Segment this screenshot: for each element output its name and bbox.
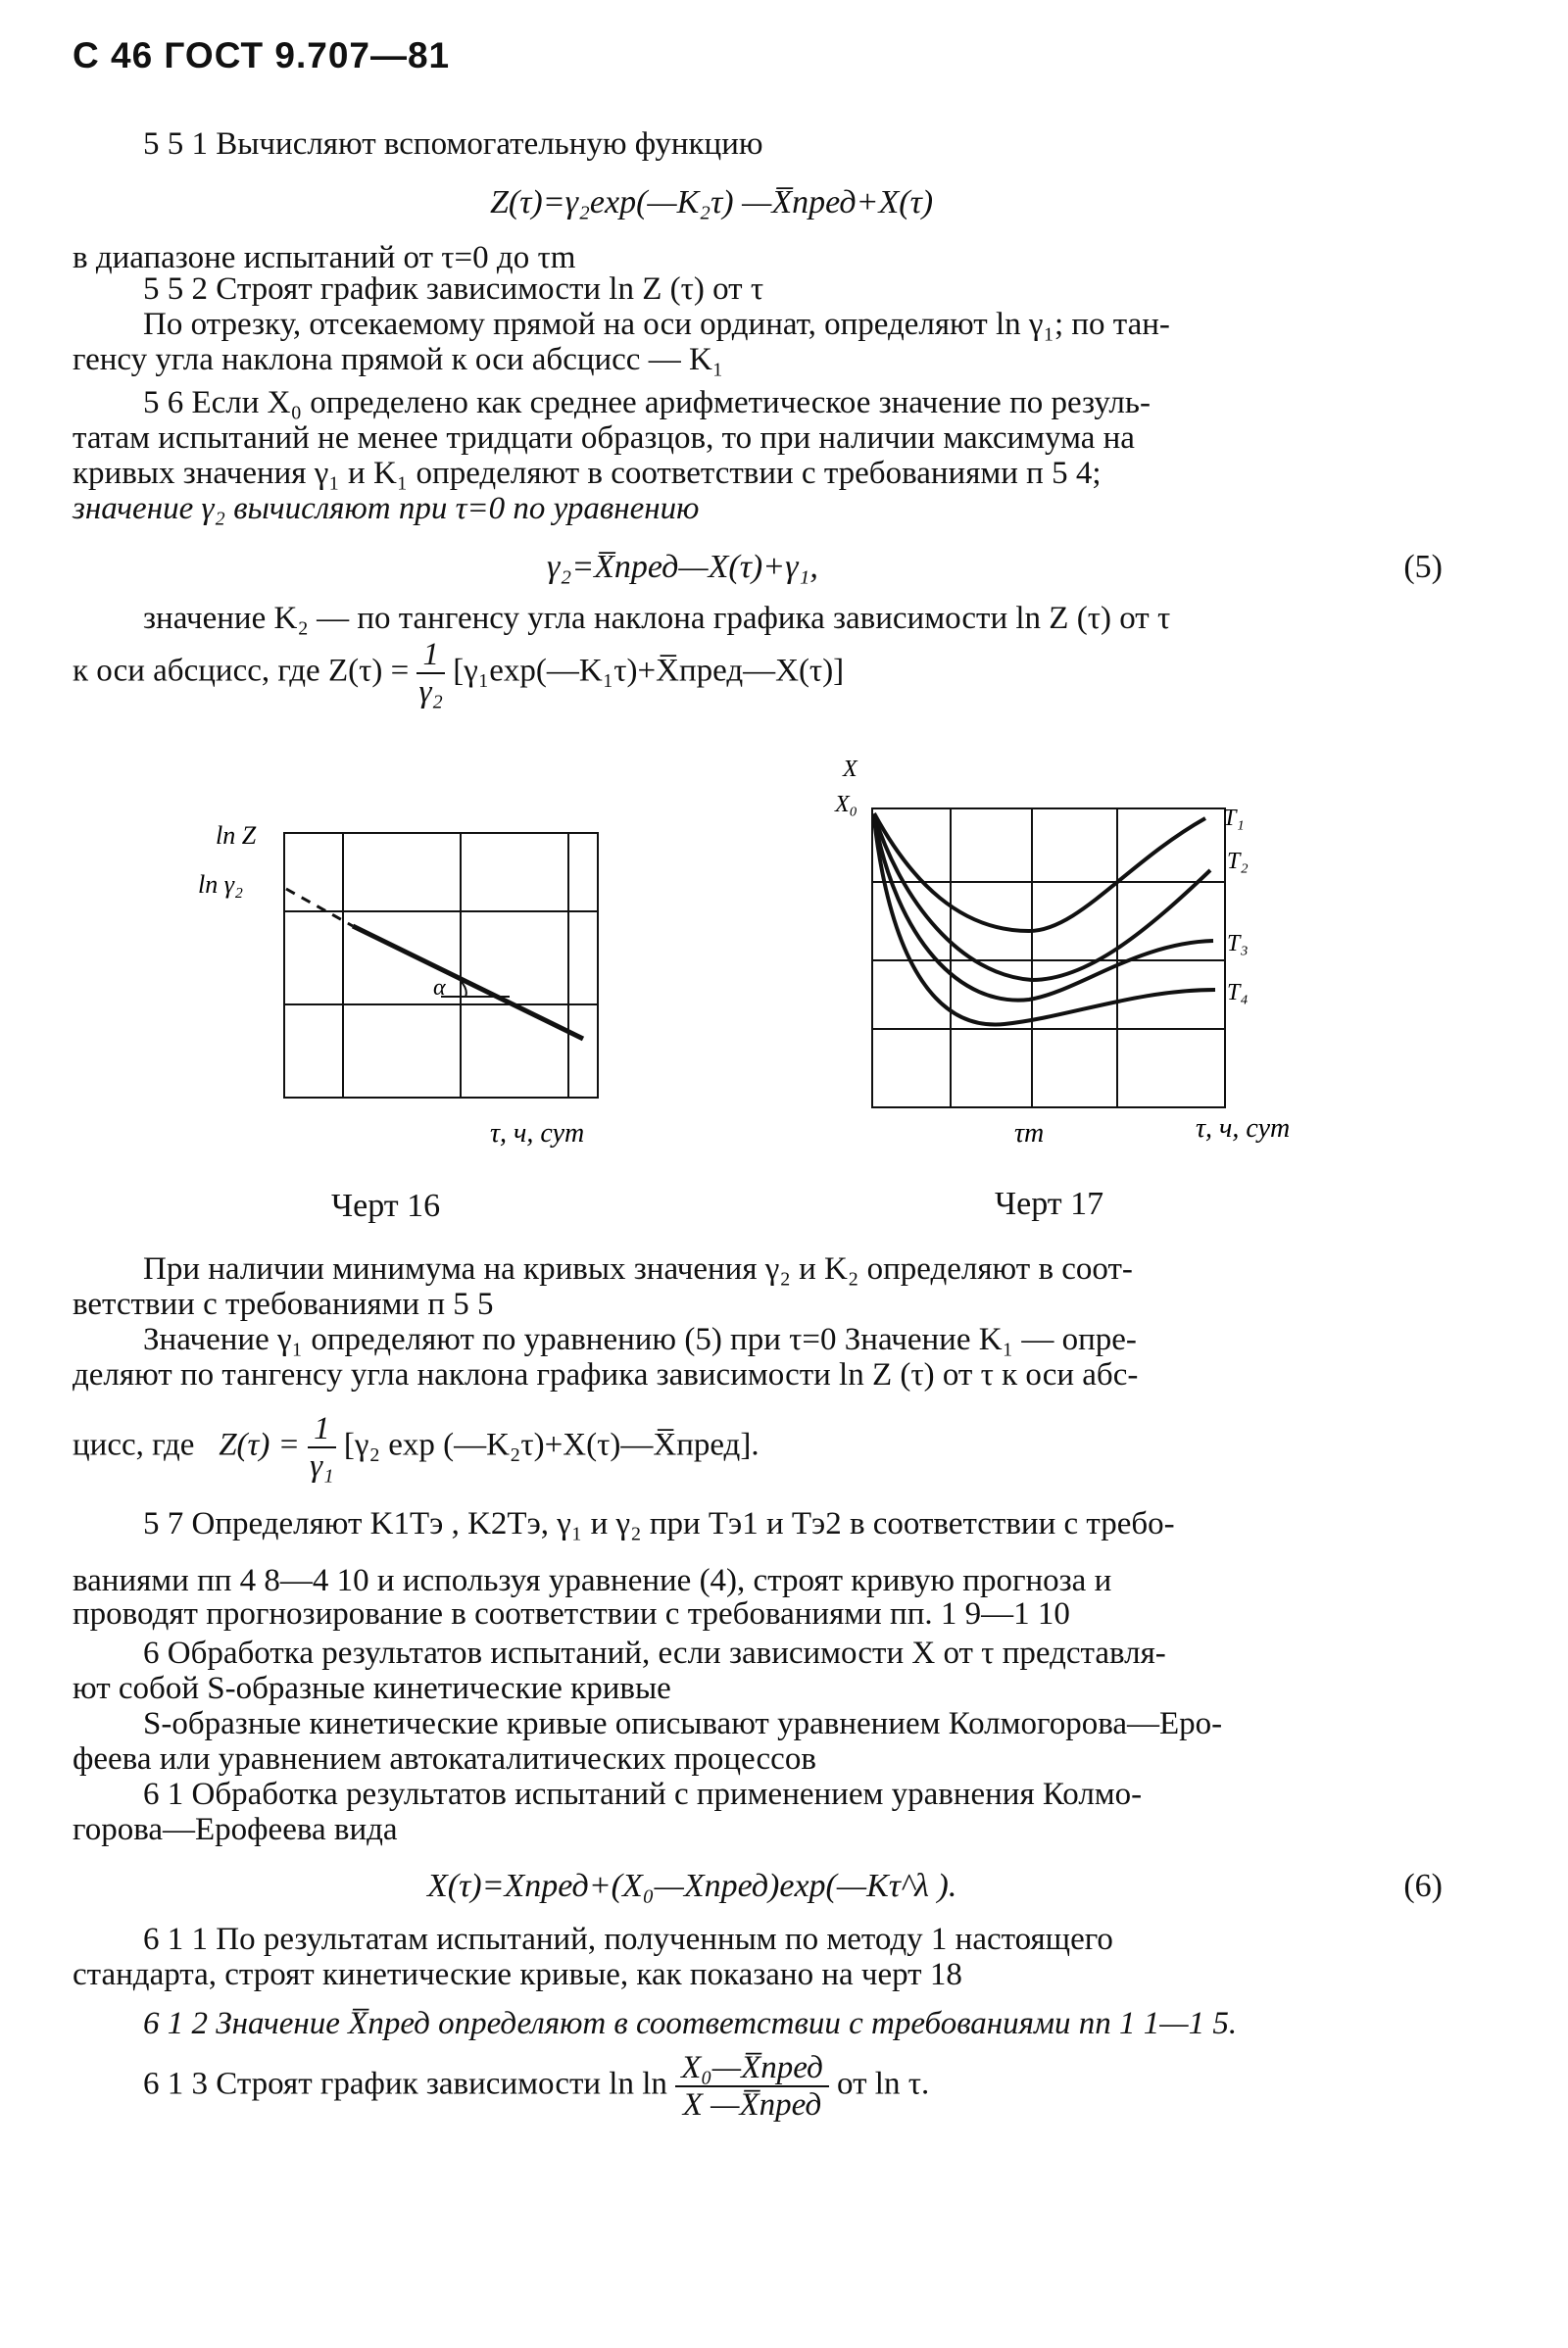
fig16-frame (284, 833, 598, 1098)
paragraph-after-line1: При наличии минимума на кривых значения γ₂ и K₂ определяют в соот- (143, 1251, 1133, 1287)
line5-suffix: [γ₂ exp (—K₂τ)+X(τ)—X̅пред]. (343, 1427, 760, 1463)
fig17-curve-label-t4: T₄ (1227, 980, 1249, 1005)
fig17-curve-label-t2: T₂ (1227, 849, 1249, 874)
paragraph-613 (143, 2050, 1515, 2123)
paragraph-551-heading: 5 5 1 Вычисляют вспомогательную функцию (143, 126, 763, 162)
paragraph-after-line4: деляют по тангенсу угла наклона графика зависимости ln Z (τ) от τ к оси абс- (73, 1357, 1139, 1393)
paragraph-after-line3: Значение γ₁ определяют по уравнению (5) при τ=0 Значение K₁ — опре- (143, 1322, 1137, 1357)
fig16-ylabel-mark: ln γ₂ (198, 870, 244, 899)
fig17-curve-t2 (874, 815, 1210, 980)
paragraph-56-line2: татам испытаний не менее тридцати образцов, то при наличии максимума на (73, 420, 1135, 456)
paragraph-552-heading: 5 5 2 Строят график зависимости ln Z (τ) от τ (143, 271, 764, 307)
paragraph-61-line1: 6 1 Обработка результатов испытаний с применением уравнения Колмо- (143, 1777, 1143, 1812)
fraction-ln-ln (675, 2050, 829, 2123)
fig16-angle-label: α (433, 975, 446, 1001)
fig16-xlabel: τ, ч, сут (490, 1118, 585, 1149)
fig16-ylabel-top: ln Z (216, 821, 257, 850)
paragraph-552-line3: генсу угла наклона прямой к оси абсцисс — K₁ (73, 342, 724, 377)
fig17-frame (872, 808, 1225, 1107)
fig17-curve-t4 (874, 819, 1215, 1025)
fig17-curve-label-t1: T₁ (1223, 806, 1245, 831)
formula-5: γ₂=X̅пред—X(τ)+γ₁, (547, 549, 818, 585)
formula-z-551: Z(τ)=γ₂exp(—K₂τ) —X̅пред+X(τ) (490, 184, 934, 220)
fig17-ylabel-mark: X₀ (835, 792, 858, 817)
formula-5-number: (5) (1403, 549, 1443, 585)
fraction-numerator: X₀—X̅пред (675, 2050, 829, 2087)
fraction-numerator: 1 (416, 637, 445, 674)
line5-prefix: цисс, где (73, 1427, 195, 1463)
paragraph-552-line2: По отрезку, отсекаемому прямой на оси ординат, определяют ln γ₁; по тан- (143, 307, 1170, 342)
fraction-1-over-gamma1 (308, 1411, 336, 1484)
paragraph-612: 6 1 2 Значение X̅пред определяют в соответствии с требованиями пп 1 1—1 5. (143, 2006, 1238, 2041)
paragraph-57-line1: 5 7 Определяют K1Tэ , K2Tэ, γ₁ и γ₂ при Tэ1 и Tэ2 в соответствии с требо- (143, 1506, 1175, 1541)
figure-16 (196, 799, 657, 1161)
paragraph-6-line2: ют собой S-образные кинетические кривые (73, 1671, 671, 1706)
fig17-curve-label-t3: T₃ (1227, 931, 1249, 956)
paragraph-6-line1: 6 Обработка результатов испытаний, если зависимости X от τ представля- (143, 1636, 1166, 1671)
paragraph-61-line2: горова—Ерофеева вида (73, 1812, 398, 1847)
fraction-1-over-gamma2 (416, 637, 445, 709)
paragraph-after-line2: ветствии с требованиями п 5 5 (73, 1287, 494, 1322)
fig17-ylabel-top: X (843, 757, 858, 782)
paragraph-56-line4: значение γ₂ вычисляют при τ=0 по уравнению (73, 491, 700, 526)
line6-suffix: [γ₁exp(—K₁τ)+X̅пред—X(τ)] (453, 653, 845, 689)
line5-lhs: Z(τ) = (219, 1427, 300, 1463)
fraction-numerator: 1 (308, 1411, 336, 1448)
figure-17 (823, 755, 1333, 1156)
fig16-regression-line (353, 926, 583, 1039)
paragraph-56-line3: кривых значения γ₁ и K₁ определяют в соответствии с требованиями п 5 4; (73, 456, 1102, 491)
paragraph-6-line4: феева или уравнением автокаталитических процессов (73, 1741, 816, 1777)
paragraph-56-line6 (73, 637, 1445, 709)
paragraph-after-line5 (73, 1411, 1445, 1484)
paragraph-551-range: в диапазоне испытаний от τ=0 до τm (73, 240, 576, 275)
l613-suffix: от ln τ. (837, 2066, 930, 2102)
fraction-denominator: γ₂ (418, 674, 443, 709)
paragraph-6-line3: S-образные кинетические кривые описывают уравнением Колмогорова—Еро- (143, 1706, 1223, 1741)
paragraph-611-line2: стандарта, строят кинетические кривые, как показано на черт 18 (73, 1957, 962, 1992)
fig17-caption: Черт 17 (995, 1186, 1104, 1222)
paragraph-56-line1: 5 6 Если X₀ определено как среднее арифметическое значение по резуль- (143, 385, 1151, 420)
formula-6: X(τ)=Xпред+(X₀—Xпред)exp(—Kτ^λ ). (427, 1868, 957, 1904)
paragraph-611-line1: 6 1 1 По результатам испытаний, полученным по методу 1 настоящего (143, 1922, 1113, 1957)
paragraph-57-line2: ваниями пп 4 8—4 10 и используя уравнение (4), строят кривую прогноза и (73, 1563, 1112, 1598)
paragraph-57-line3: проводят прогнозирование в соответствии с требованиями пп. 1 9—1 10 (73, 1596, 1070, 1632)
fig17-xmark: τm (1014, 1118, 1045, 1149)
fraction-denominator: γ₁ (310, 1448, 334, 1484)
line6-prefix: к оси абсцисс, где Z(τ) = (73, 653, 410, 689)
fig16-caption: Черт 16 (331, 1188, 441, 1224)
paragraph-56-line5: значение K₂ — по тангенсу угла наклона графика зависимости ln Z (τ) от τ (143, 601, 1171, 636)
formula-6-number: (6) (1403, 1868, 1443, 1904)
fig17-xlabel: τ, ч, сут (1196, 1113, 1291, 1144)
page-header: С 46 ГОСТ 9.707—81 (73, 35, 451, 75)
l613-prefix: 6 1 3 Строят график зависимости ln ln (143, 2066, 667, 2102)
fraction-denominator: X —X̅пред (682, 2087, 822, 2123)
